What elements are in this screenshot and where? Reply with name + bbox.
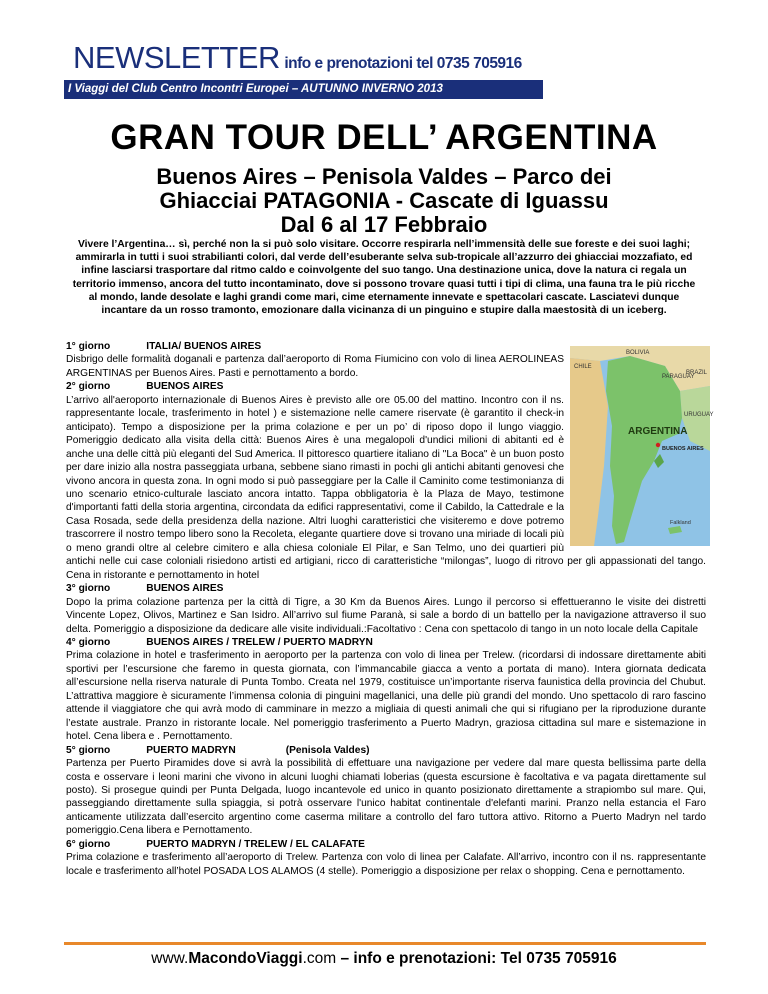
newsletter-title: NEWSLETTER bbox=[73, 40, 280, 75]
map-label-country: ARGENTINA bbox=[628, 426, 688, 437]
day-3-label: 3° giorno bbox=[66, 583, 111, 595]
header-contact: info e prenotazioni tel 0735 705916 bbox=[284, 55, 522, 72]
subtitle-line-1: Buenos Aires – Penisola Valdes – Parco dei bbox=[156, 164, 612, 189]
tour-subtitle bbox=[0, 165, 768, 237]
map-label-uruguay: URUGUAY bbox=[684, 412, 714, 418]
footer-www: www. bbox=[151, 950, 189, 967]
day-5-note: (Penisola Valdes) bbox=[285, 744, 370, 756]
day-5-heading bbox=[66, 744, 706, 757]
tour-intro: Vivere l’Argentina… sì, perché non la si può solo visitare. Occorre respirarla nell’immensità delle sue foreste e dei suoi laghi; ammirarla in tutti i suoi strabilianti colori, dal verde dell’esuberante selva sub-tropicale all’azzurro dei ghiacciai mozzafiato, ed infine lasciarsi trasportare dal ritmo caldo e coinvolgente del suo tango. Una destinazione unica, dove la natura ci regala un territorio immenso, ancora del tutto incontaminato, dove si possono trovare quasi tutti i tipi di clima, una fauna tra le più ricche al mondo, lande desolate e laghi grandi come mari, cime eternamente innevate e spettacolari cascate. Lasciatevi dunque incantare da un rosso tramonto, emozionare dalla vicinanza di un pinguino e stupire dalla maestosità di un iceberg. bbox=[72, 239, 696, 317]
map-label-bolivia: BOLIVIA bbox=[626, 350, 650, 356]
subtitle-line-2: Ghiacciai PATAGONIA - Cascate di Iguassu bbox=[159, 188, 609, 213]
map-label-capital: BUENOS AIRES bbox=[662, 446, 704, 452]
newsletter-header bbox=[73, 40, 522, 76]
day-2-label: 2° giorno bbox=[66, 381, 111, 393]
day-6-title: PUERTO MADRYN / TRELEW / EL CALAFATE bbox=[146, 838, 365, 850]
day-3-text: Dopo la prima colazione partenza per la città di Tigre, a 30 Km da Buenos Aires. Lungo il percorso si effettueranno le visite dei distretti Vincente Lopez, Olivos, Martinez e San Isidro. All’arrivo sul fiume Paranà, si sale a bordo di un battello per la navigazione attraverso il suo delta. Pomeriggio a disposizione da dedicare alle visite individuali.:Facoltativo : Cena con spettacolo di tango in un noto locale della Capitale bbox=[66, 596, 706, 635]
day-1-title: ITALIA/ BUENOS AIRES bbox=[146, 341, 262, 352]
day-2-text: L’arrivo all'aeroporto internazionale di Buenos Aires è previsto alle ore 05.00 del mattino. Incontro con il ns. rappresentante locale, trasferimento in hotel ) e sistemazione nelle camere riservate (è garantito il check-in anticipato). Tempo a disposizione per la prima colazione e per un po’ di riposo dopo il lungo viaggio. Pomeriggio dedicato alla visita della città: Buenos Aires è una megalopoli d'undici milioni di abitanti ed è anche una delle città più eleganti del Sud America. Il pittoresco quartiere italiano di "La Boca" è un buon posto per dare inizio alla nostra passeggiata urbana, sebbene siano rimasti in pochi gli antichi abitanti genovesi che vivono ancora in questa zona. In ogni modo si può passeggiare per la Calle il Caminito come testimonianza di uno scenario etnico-culturale lasciato ancora intatto. Tappa obbligatoria è la Plaza de Mayo, testimone d'importanti fatti della storia argentina, circondata da edifici rappresentativi, come il Cabildo, la Cattedrale e la Casa Rosada, sede della presidenza della nazione. Altri luoghi caratteristici che visiteremo e dove potremo trascorrere il nostro tempo libero sono la Recoleta, elegante quartiere dove si trovano una miriade di locali più o meno grandi oltre al celebre cimitero e alla chiesa coloniale El Pilar, e San Telmo, uno dei quartieri più antichi nelle cui case coloniali risiedono artisti ed artigiani, ricco di caratteristiche “milongas”, luogo di ritrovo per gli appassionati del tango. Cena in ristorante e pernottamento in hotel bbox=[66, 394, 706, 581]
map-label-chile: CHILE bbox=[574, 364, 592, 370]
day-3-title: BUENOS AIRES bbox=[146, 583, 224, 595]
day-6-text: Prima colazione e trasferimento all’aeroporto di Trelew. Partenza con volo di linea per Calafate. All’arrivo, incontro con il ns. rappresentante locale e trasferimento all’hotel POSADA LOS ALAMOS (4 stelle). Pomeriggio a disposizione per relax o shopping. Cena e pernottamento. bbox=[66, 852, 706, 877]
argentina-map bbox=[570, 346, 714, 546]
footer-contact: – info e prenotazioni: Tel 0735 705916 bbox=[336, 950, 617, 967]
day-5-label: 5° giorno bbox=[66, 744, 111, 756]
day-1-text: Disbrigo delle formalità doganali e partenza dall’aeroporto di Roma Fiumicino con volo di linea AEROLINEAS ARGENTINAS per Buenos Aires. Pasti e pernottamento a bordo. bbox=[66, 354, 564, 379]
footer-brand: MacondoViaggi bbox=[188, 950, 303, 967]
day-5-title: PUERTO MADRYN bbox=[146, 744, 236, 756]
day-6-label: 6° giorno bbox=[66, 838, 111, 850]
tour-title: GRAN TOUR DELL’ ARGENTINA bbox=[110, 118, 658, 157]
day-3-heading bbox=[66, 582, 706, 595]
season-band: I Viaggi del Club Centro Incontri Europei – AUTUNNO INVERNO 2013 bbox=[64, 80, 543, 99]
day-4-heading bbox=[66, 636, 706, 649]
itinerary bbox=[66, 340, 714, 878]
day-5-text: Partenza per Puerto Piramides dove si avrà la possibilità di effettuare una navigazione per vedere dal mare questa bellissima parte della costa e osservare i leoni marini che vivono in alcuni luoghi chiamati loberias (questa escursione è facoltativa e va pagata direttamente sul posto). Si prosegue quindi per Punta Delgada, luogo incantevole ed unico in quanto posizionato direttamente a strapiombo sul mare. Qui, passeggiando direttamente sulla spiaggia, si potrà osservare l'unico habitat continentale d'elefanti marini. Pranzo nella estancia el Faro anticamente utilizzata dall’esercito argentino come caserma militare a controllo del faro tuttora attivo. Ritorno a Puerto Madryn nel tardo pomeriggio.Cena libera e Pernottamento. bbox=[66, 758, 706, 837]
day-1-label: 1° giorno bbox=[66, 341, 111, 352]
footer-rule bbox=[64, 942, 706, 945]
day-2-title: BUENOS AIRES bbox=[146, 381, 224, 393]
map-label-islands: Falkland bbox=[670, 520, 691, 526]
day-6-heading bbox=[66, 838, 706, 851]
footer-com: .com bbox=[302, 950, 337, 967]
footer bbox=[0, 950, 768, 968]
day-4-title: BUENOS AIRES / TRELEW / PUERTO MADRYN bbox=[146, 636, 373, 648]
day-4-text: Prima colazione in hotel e trasferimento in aeroporto per la partenza con volo di linea per Trelew. (ricordarsi di indossare direttamente abiti sportivi per l’escursione che faremo in questa giornata, con l’immancabile giacca a vento a portata di mano). Intera giornata dedicata all’escursione nella riserva naturale di Punta Tombo. Creata nel 1979, costituisce un’importante riserva faunistica della provincia del Chubut. L’attrattiva maggiore è sicuramente l’immensa colonia di pinguini magellanici, una delle più grandi del mondo. Uno spettacolo di raro fascino attende il viaggiatore che qui avrà modo di camminare in mezzo a migliaia di questi animali che qui si rifugiano per la riproduzione durante l’estate australe. Pranzo in ristorante locale. Nel pomeriggio trasferimento a Puerto Madryn, graziosa cittadina sul mare e sistemazione in hotel. Cena libera e . Pernottamento. bbox=[66, 650, 706, 743]
map-label-paraguay: PARAGUAY bbox=[662, 374, 695, 380]
day-4-label: 4° giorno bbox=[66, 636, 111, 648]
tour-dates: Dal 6 al 17 Febbraio bbox=[280, 212, 488, 237]
map-label-brazil: BRAZIL bbox=[686, 370, 708, 376]
